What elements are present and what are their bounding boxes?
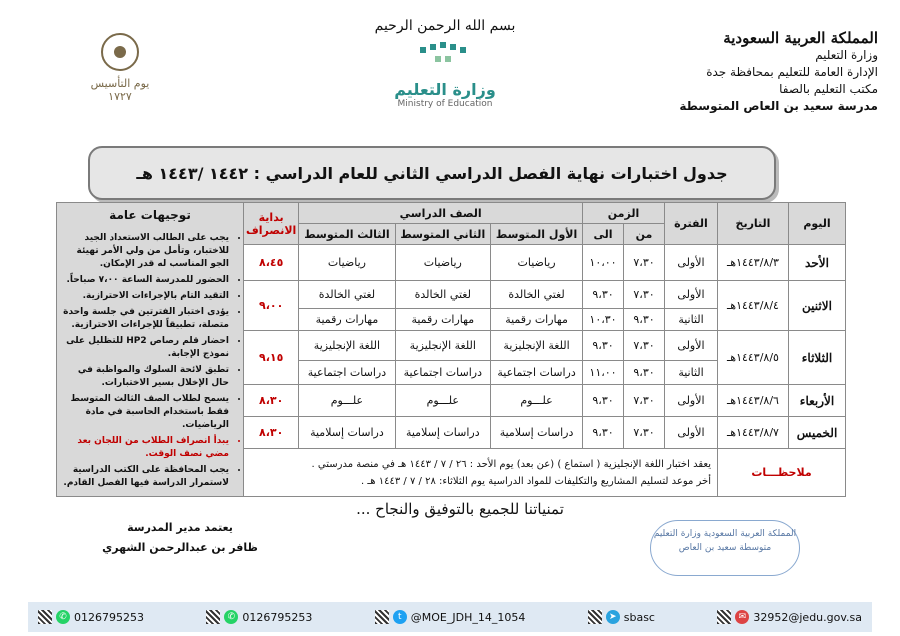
subject-cell: اللغة الإنجليزية	[491, 331, 583, 361]
period-cell: الأولى	[665, 245, 718, 281]
ministry-logo	[360, 18, 530, 109]
basmala: بسم الله الرحمن الرحيم	[374, 18, 516, 34]
guidance-item: • يجب على الطالب الاستعداد الجيد للاختبار، وتأمل من ولي الأمر تهيئة الجو المناسب له قدر الإمكان.	[61, 232, 229, 271]
period-cell: الأولى	[665, 331, 718, 361]
founding-emblem-icon	[98, 30, 142, 74]
twitter-text: @MOE_JDH_14_1054	[410, 610, 526, 624]
guidance-item: • يؤدى اختبار الفترتين في جلسة واحدة متصلة، تطبيقاً للإجراءات الاحترازية.	[61, 306, 229, 332]
guidance-cell	[57, 203, 244, 497]
to-cell: ٩،٣٠	[583, 385, 624, 417]
col-date: التاريخ	[718, 203, 789, 245]
guidance-item: • الحضور للمدرسة الساعة ٧،٠٠ صباحاً.	[61, 274, 229, 287]
start-cell: ٨،٤٥	[244, 245, 299, 281]
exam-schedule-table	[56, 202, 846, 497]
to-cell: ٩،٣٠	[583, 281, 624, 309]
day-cell: الأربعاء	[789, 385, 846, 417]
col-first-grade: الأول المتوسط	[491, 224, 583, 245]
qr-code-icon	[206, 610, 220, 624]
guidance-item: • تطبق لائحة السلوك والمواظبة في حال الإخلال بسير الاختبارات.	[61, 364, 229, 390]
start-cell: ٩،٠٠	[244, 281, 299, 331]
subject-cell: دراسات اجتماعية	[395, 361, 491, 385]
date-cell: ١٤٤٣/٨/٤هـ	[718, 281, 789, 331]
qr-code-icon	[588, 610, 602, 624]
subject-cell: علـــوم	[491, 385, 583, 417]
principal-signature	[95, 518, 265, 558]
footer-telegram[interactable]	[588, 610, 655, 624]
telegram-icon: ➤	[606, 610, 620, 624]
period-cell: الأولى	[665, 385, 718, 417]
founding-day-logo	[80, 30, 160, 103]
subject-cell: مهارات رقمية	[395, 309, 491, 331]
school-name: مدرسة سعيد بن العاص المتوسطة	[679, 99, 878, 113]
day-cell: الخميس	[789, 417, 846, 449]
twitter-icon: t	[393, 610, 407, 624]
guidance-item: • يجب المحافظة على الكتب الدراسية لاستمرار الدراسة فيها الفصل القادم.	[61, 464, 229, 490]
subject-cell: اللغة الإنجليزية	[299, 331, 395, 361]
subject-cell: دراسات إسلامية	[395, 417, 491, 449]
period-cell: الأولى	[665, 281, 718, 309]
to-cell: ١٠،٠٠	[583, 245, 624, 281]
start-cell: ٩،١٥	[244, 331, 299, 385]
qr-code-icon	[717, 610, 731, 624]
to-cell: ١١،٠٠	[583, 361, 624, 385]
from-cell: ٧،٣٠	[624, 417, 665, 449]
footer-twitter[interactable]	[375, 610, 526, 624]
whatsapp-icon: ✆	[224, 610, 238, 624]
date-cell: ١٤٤٣/٨/٦هـ	[718, 385, 789, 417]
subject-cell: دراسات اجتماعية	[491, 361, 583, 385]
notes-content	[244, 449, 718, 497]
signature-name: ظافر بن عبدالرحمن الشهري	[102, 541, 258, 554]
subject-cell: مهارات رقمية	[299, 309, 395, 331]
greeting-text: تمنياتنا للجميع بالتوفيق والنجاح ...	[356, 500, 564, 518]
office-name: مكتب التعليم بالصفا	[779, 82, 878, 96]
date-cell: ١٤٤٣/٨/٧هـ	[718, 417, 789, 449]
col-period: الفترة	[665, 203, 718, 245]
from-cell: ٧،٣٠	[624, 281, 665, 309]
subject-cell: دراسات إسلامية	[491, 417, 583, 449]
moe-english: Ministry of Education	[397, 99, 493, 109]
from-cell: ٧،٣٠	[624, 245, 665, 281]
moe-emblem-icon	[415, 42, 475, 72]
to-cell: ٩،٣٠	[583, 417, 624, 449]
to-cell: ٩،٣٠	[583, 331, 624, 361]
subject-cell: رياضيات	[491, 245, 583, 281]
start-cell: ٨،٣٠	[244, 417, 299, 449]
day-cell: الأحد	[789, 245, 846, 281]
col-class: الصف الدراسي	[299, 203, 583, 224]
footer-email[interactable]	[717, 610, 862, 624]
stamp-line: متوسطة سعيد بن العاص	[678, 543, 772, 553]
founding-title: يوم التأسيس	[90, 77, 150, 90]
subject-cell: لغتي الخالدة	[299, 281, 395, 309]
qr-code-icon	[375, 610, 389, 624]
col-day: اليوم	[789, 203, 846, 245]
date-cell: ١٤٤٣/٨/٣هـ	[718, 245, 789, 281]
subject-cell: علـــوم	[395, 385, 491, 417]
subject-cell: لغتي الخالدة	[491, 281, 583, 309]
subject-cell: اللغة الإنجليزية	[395, 331, 491, 361]
school-stamp	[650, 520, 800, 576]
contact-footer	[28, 602, 872, 632]
col-to: الى	[583, 224, 624, 245]
col-time: الزمن	[583, 203, 665, 224]
date-cell: ١٤٤٣/٨/٥هـ	[718, 331, 789, 385]
founding-year: ١٧٢٧	[108, 90, 132, 103]
guidance-list	[61, 232, 239, 490]
footer-phone1[interactable]	[38, 610, 144, 624]
whatsapp-icon: ✆	[56, 610, 70, 624]
day-cell: الثلاثاء	[789, 331, 846, 385]
ministry-name: وزارة التعليم	[815, 48, 878, 62]
email-icon: ✉	[735, 610, 749, 624]
signature-title: يعتمد مدير المدرسة	[127, 521, 233, 534]
guidance-item: • يبدأ انصراف الطلاب من اللجان بعد مضي نصف الوقت.	[61, 435, 229, 461]
telegram-text: sbasc	[623, 610, 655, 624]
guidance-title: توجيهات عامة	[57, 203, 243, 228]
period-cell: الثانية	[665, 361, 718, 385]
page-title	[88, 146, 776, 200]
title-text: جدول اختبارات نهاية الفصل الدراسي الثاني للعام الدراسي : ١٤٤٢ /١٤٤٣ هـ	[136, 163, 728, 183]
note-item: أخر موعد لتسليم المشاريع والتكليفات للمواد الدراسية يوم الثلاثاء: ٢٨ / ٧ / ١٤٤٣ هـ .	[361, 475, 711, 487]
stamp-line: المملكة العربية السعودية وزارة التعليم	[653, 529, 797, 539]
subject-cell: رياضيات	[299, 245, 395, 281]
period-cell: الثانية	[665, 309, 718, 331]
from-cell: ٧،٣٠	[624, 331, 665, 361]
phone2-text: 0126795253	[242, 610, 313, 624]
email-text: 32952@jedu.gov.sa	[753, 610, 862, 624]
subject-cell: لغتي الخالدة	[395, 281, 491, 309]
from-cell: ٩،٣٠	[624, 309, 665, 331]
notes-label: ملاحظـــات	[718, 449, 846, 497]
admin-name: الإدارة العامة للتعليم بمحافظة جدة	[706, 65, 878, 79]
guidance-item: • التقيد التام بالإجراءات الاحترازية.	[61, 290, 229, 303]
subject-cell: دراسات اجتماعية	[299, 361, 395, 385]
from-cell: ٩،٣٠	[624, 361, 665, 385]
subject-cell: دراسات إسلامية	[299, 417, 395, 449]
guidance-item: • احضار قلم رصاص HP2 للتظليل على نموذج الإجابة.	[61, 335, 229, 361]
col-second-grade: الثاني المتوسط	[395, 224, 491, 245]
subject-cell: رياضيات	[395, 245, 491, 281]
moe-arabic: وزارة التعليم	[394, 80, 496, 99]
to-cell: ١٠،٣٠	[583, 309, 624, 331]
subject-cell: علـــوم	[299, 385, 395, 417]
col-from: من	[624, 224, 665, 245]
qr-code-icon	[38, 610, 52, 624]
school-header	[638, 30, 878, 115]
phone1-text: 0126795253	[74, 610, 144, 624]
period-cell: الأولى	[665, 417, 718, 449]
day-cell: الاثنين	[789, 281, 846, 331]
col-third-grade: الثالث المتوسط	[299, 224, 395, 245]
from-cell: ٧،٣٠	[624, 385, 665, 417]
col-start: بداية الانصراف	[244, 203, 299, 245]
footer-phone2[interactable]	[206, 610, 312, 624]
subject-cell: مهارات رقمية	[491, 309, 583, 331]
guidance-item: • يسمح لطلاب الصف الثالث المتوسط فقط باستخدام الحاسبة في مادة الرياضيات.	[61, 393, 229, 432]
header-row	[57, 203, 846, 224]
note-item: يعقد اختبار اللغة الإنجليزية ( استماع ) (عن بعد) يوم الأحد : ٢٦ / ٧ / ١٤٤٣ هـ في منصة مدرستي .	[311, 458, 711, 470]
kingdom-name: المملكة العربية السعودية	[723, 29, 878, 47]
start-cell: ٨،٣٠	[244, 385, 299, 417]
